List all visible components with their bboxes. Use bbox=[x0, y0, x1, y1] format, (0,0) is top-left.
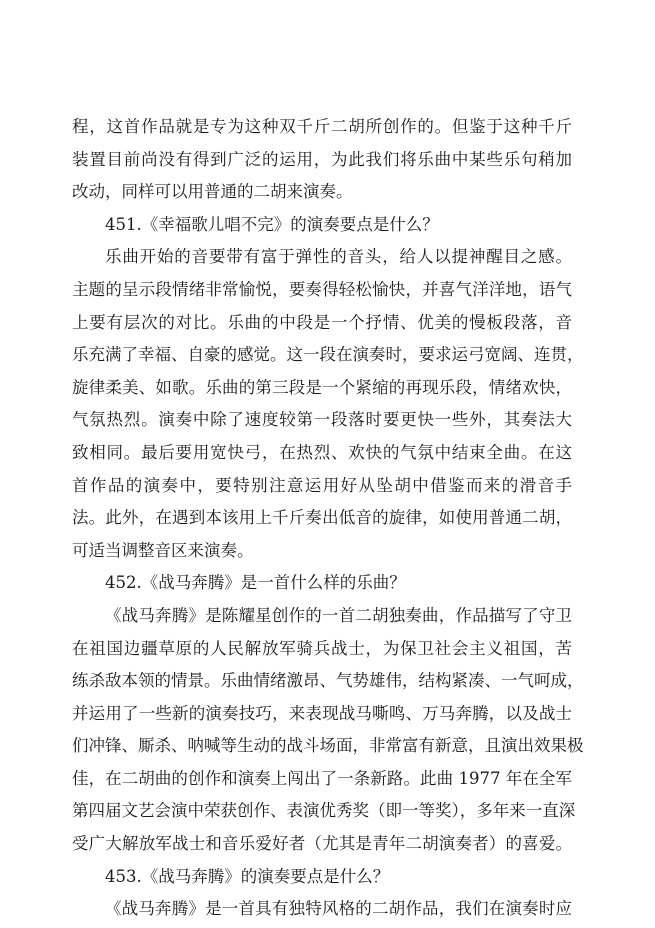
text-line: 们冲锋、厮杀、呐喊等生动的战斗场面，非常富有新意，且演出效果极 bbox=[72, 736, 584, 756]
text-line: 可适当调整音区来演奏。 bbox=[72, 540, 254, 560]
text-line: 佳，在二胡曲的创作和演奏上闯出了一条新路。此曲 1977 年在全军 bbox=[72, 768, 572, 788]
text-line: 乐曲开始的音要带有富于弹性的音头，给人以提神醒目之感。 bbox=[105, 247, 572, 267]
text-line: 装置目前尚没有得到广泛的运用，为此我们将乐曲中某些乐句稍加 bbox=[72, 149, 572, 169]
text-line: 并运用了一些新的演奏技巧，来表现战马嘶鸣、万马奔腾，以及战士 bbox=[72, 703, 572, 723]
question-heading-451: 451.《幸福歌儿唱不完》的演奏要点是什么？ bbox=[105, 214, 439, 234]
text-line: 练杀敌本领的情景。乐曲情绪激昂、气势雄伟，结构紧凑、一气呵成， bbox=[72, 671, 584, 691]
text-line: 第四届文艺会演中荣获创作、表演优秀奖（即一等奖），多年来一直深 bbox=[72, 801, 576, 821]
text-line: 法。此外，在遇到本该用上千斤奏出低音的旋律，如使用普通二胡， bbox=[72, 508, 572, 528]
text-line: 程，这首作品就是专为这种双千斤二胡所创作的。但鉴于这种千斤 bbox=[72, 117, 572, 136]
text-line: 《战马奔腾》是一首具有独特风格的二胡作品，我们在演奏时应 bbox=[105, 899, 572, 919]
text-line: 改动，同样可以用普通的二胡来演奏。 bbox=[72, 182, 353, 202]
text-line: 主题的呈示段情绪非常愉悦，要奏得轻松愉快，并喜气洋洋地，语气 bbox=[72, 279, 572, 299]
text-line: 《战马奔腾》是陈耀星创作的一首二胡独奏曲，作品描写了守卫 bbox=[105, 605, 572, 625]
text-line: 致相同。最后要用宽快弓，在热烈、欢快的气氛中结束全曲。在这 bbox=[72, 442, 572, 462]
text-line: 首作品的演奏中，要特别注意运用好从坠胡中借鉴而来的滑音手 bbox=[72, 475, 572, 495]
page-content bbox=[72, 111, 584, 926]
question-heading-452: 452.《战马奔腾》是一首什么样的乐曲？ bbox=[105, 573, 406, 593]
text-line: 受广大解放军战士和音乐爱好者（尤其是青年二胡演奏者）的喜爱。 bbox=[72, 834, 572, 854]
text-line: 上要有层次的对比。乐曲的中段是一个抒情、优美的慢板段落，音 bbox=[72, 312, 572, 332]
question-heading-453: 453.《战马奔腾》的演奏要点是什么？ bbox=[105, 866, 390, 886]
text-line: 旋律柔美、如歌。乐曲的第三段是一个紧缩的再现乐段，情绪欢快， bbox=[72, 377, 572, 397]
text-line: 乐充满了幸福、自豪的感觉。这一段在演奏时，要求运弓宽阔、连贯， bbox=[72, 345, 584, 365]
text-line: 气氛热烈。演奏中除了速度较第一段落时要更快一些外，其奏法大 bbox=[72, 410, 572, 430]
text-line: 在祖国边疆草原的人民解放军骑兵战士，为保卫社会主义祖国，苦 bbox=[72, 638, 572, 658]
